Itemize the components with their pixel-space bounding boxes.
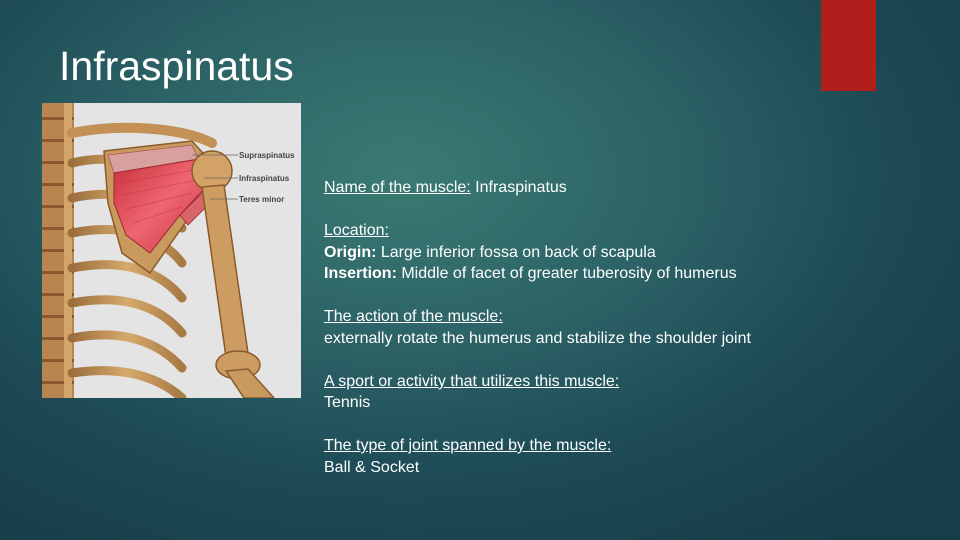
origin-line xyxy=(324,242,884,264)
muscle-info-body xyxy=(324,177,884,478)
muscle-name-value: Infraspinatus xyxy=(470,179,567,196)
label-infraspinatus: Infraspinatus xyxy=(239,174,290,183)
location-line xyxy=(324,220,884,242)
muscle-name-label: Name of the muscle: xyxy=(324,179,471,196)
joint-label-line xyxy=(324,435,884,457)
insertion-label: Insertion: xyxy=(324,265,397,282)
sport-label: A sport or activity that utilizes this muscle: xyxy=(324,372,620,390)
origin-label: Origin: xyxy=(324,243,377,261)
anatomy-illustration xyxy=(42,103,301,398)
insertion-value: Middle of facet of greater tuberosity of humerus xyxy=(396,265,737,282)
action-value: externally rotate the humerus and stabilize the shoulder joint xyxy=(324,329,751,347)
sport-label-line xyxy=(324,371,884,393)
origin-value: Large inferior fossa on back of scapula xyxy=(376,243,656,261)
label-teres-minor: Teres minor xyxy=(239,195,285,204)
label-supraspinatus: Supraspinatus xyxy=(239,151,295,160)
corner-accent-tab xyxy=(821,0,876,91)
slide-title: Infraspinatus xyxy=(59,43,294,89)
spine-bones xyxy=(42,103,74,398)
forearm-bones xyxy=(226,369,274,398)
joint-value: Ball & Socket xyxy=(324,458,420,476)
location-label: Location: xyxy=(324,222,389,239)
humerus-bone xyxy=(192,151,260,379)
joint-label: The type of joint spanned by the muscle: xyxy=(324,437,612,454)
action-label: The action of the muscle: xyxy=(324,308,503,325)
shoulder-anatomy-figure xyxy=(42,103,301,398)
insertion-line xyxy=(324,263,884,285)
action-label-line xyxy=(324,306,884,328)
muscle-name-line xyxy=(324,177,884,199)
sport-value: Tennis xyxy=(324,394,371,411)
